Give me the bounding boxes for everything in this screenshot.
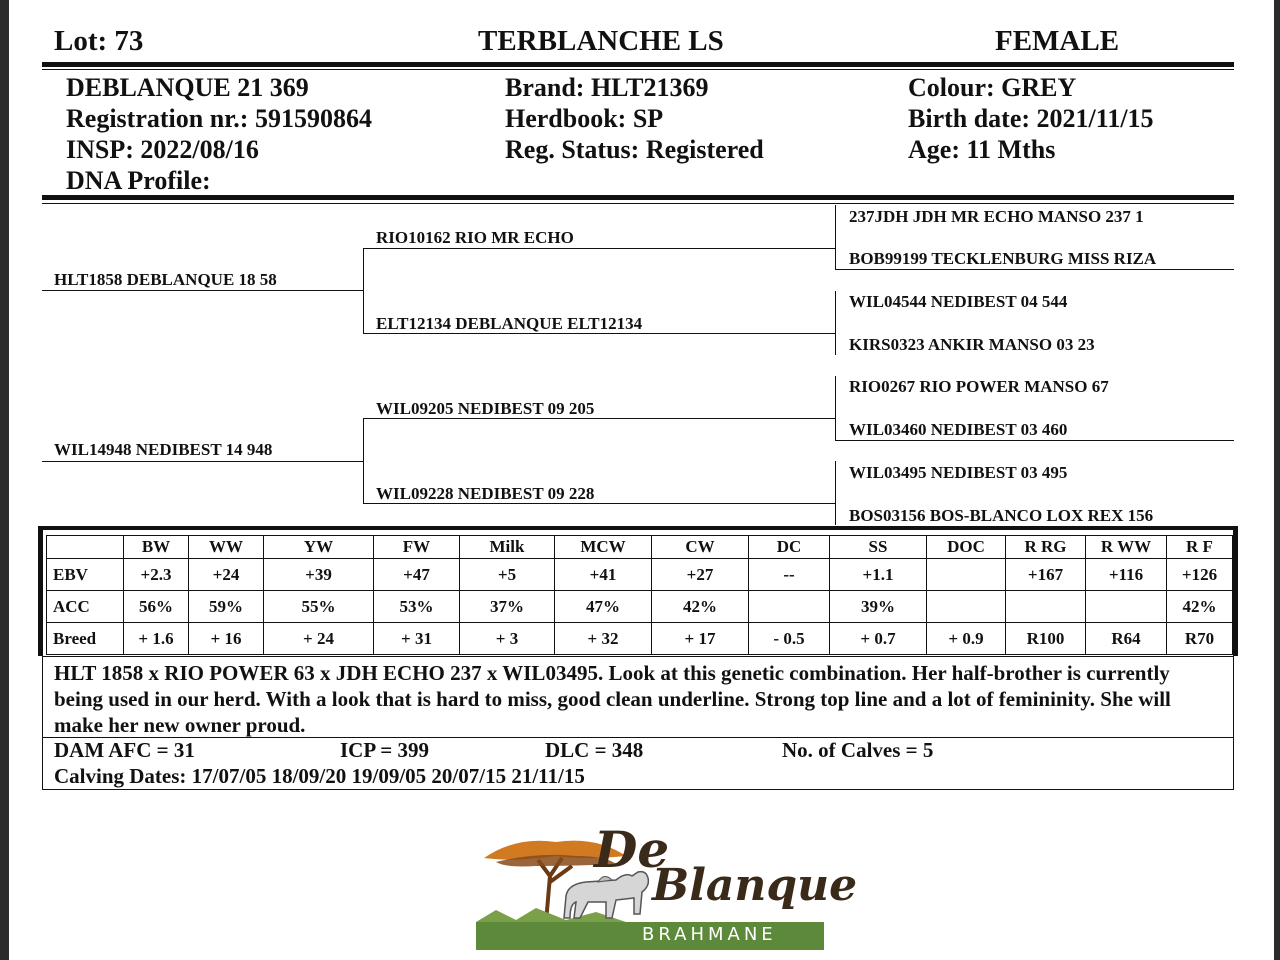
pedigree-sss: 237JDH JDH MR ECHO MANSO 237 1 <box>849 207 1144 226</box>
pedigree-line <box>42 290 363 291</box>
logo-grass <box>476 908 626 922</box>
acc-cell <box>749 591 830 623</box>
lot-number: Lot: 73 <box>54 25 144 57</box>
ebv-cell: +39 <box>264 559 374 591</box>
ebv-header-cell: R F <box>1167 536 1233 559</box>
pedigree-sire: HLT1858 DEBLANQUE 18 58 <box>54 270 277 289</box>
ebv-header-cell: SS <box>830 536 927 559</box>
icp: ICP = 399 <box>340 738 429 762</box>
page-edge-right <box>1274 0 1280 960</box>
calving-dates: Calving Dates: 17/07/05 18/09/20 19/09/05 20/07/15 21/11/15 <box>54 764 585 788</box>
acc-cell: 56% <box>124 591 189 623</box>
breed-cell: + 1.6 <box>124 623 189 655</box>
acc-cell: 53% <box>374 591 460 623</box>
ebv-cell: +5 <box>460 559 555 591</box>
breed-cell: + 24 <box>264 623 374 655</box>
header-rule <box>42 62 1234 67</box>
acc-cell <box>927 591 1006 623</box>
acc-cell: 59% <box>189 591 264 623</box>
ebv-cell: +2.3 <box>124 559 189 591</box>
pedigree-line <box>363 418 364 504</box>
breed-cell: R64 <box>1086 623 1167 655</box>
breed-cell: + 17 <box>652 623 749 655</box>
ebv-header-cell: MCW <box>555 536 652 559</box>
ebv-header-cell <box>47 536 124 559</box>
pedigree-line <box>363 248 364 334</box>
pedigree-line <box>363 503 835 504</box>
pedigree-sdd: KIRS0323 ANKIR MANSO 03 23 <box>849 335 1095 354</box>
dlc: DLC = 348 <box>545 738 644 762</box>
info-rule-thin <box>42 203 1234 204</box>
ebv-header-cell: DC <box>749 536 830 559</box>
ebv-cell: +47 <box>374 559 460 591</box>
dna-profile: DNA Profile: <box>66 166 211 195</box>
ebv-cell <box>927 559 1006 591</box>
logo-name-line1: De <box>594 820 670 879</box>
ebv-cell: +41 <box>555 559 652 591</box>
ebv-table <box>46 535 1233 655</box>
pedigree-ddd: BOS03156 BOS-BLANCO LOX REX 156 <box>849 506 1154 525</box>
animal-info-col3 <box>908 72 1154 165</box>
ebv-cell: +27 <box>652 559 749 591</box>
animal-info-col1 <box>66 72 372 196</box>
pedigree-line <box>42 461 363 462</box>
pedigree-sire-sire: RIO10162 RIO MR ECHO <box>376 228 574 247</box>
ebv-header-cell: FW <box>374 536 460 559</box>
ebv-header-cell: R RG <box>1006 536 1086 559</box>
pedigree-line <box>835 440 1234 441</box>
pedigree-dss: RIO0267 RIO POWER MANSO 67 <box>849 377 1109 396</box>
deblanque-logo <box>476 820 858 950</box>
breed-cell: + 16 <box>189 623 264 655</box>
breed-cell: - 0.5 <box>749 623 830 655</box>
breed-cell: + 31 <box>374 623 460 655</box>
pedigree-sds: WIL04544 NEDIBEST 04 544 <box>849 292 1068 311</box>
animal-sex: FEMALE <box>995 25 1120 57</box>
no-of-calves: No. of Calves = 5 <box>782 738 934 762</box>
ebv-header-cell: Milk <box>460 536 555 559</box>
ebv-header-cell: CW <box>652 536 749 559</box>
animal-info-col2 <box>505 72 764 165</box>
ebv-header-row <box>47 536 1233 559</box>
age: Age: 11 Mths <box>908 135 1056 164</box>
acc-cell: 55% <box>264 591 374 623</box>
breed-cell: + 32 <box>555 623 652 655</box>
pedigree-sire-dam: ELT12134 DEBLANQUE ELT12134 <box>376 314 643 333</box>
ebv-cell: +167 <box>1006 559 1086 591</box>
reg-status: Reg. Status: Registered <box>505 135 764 164</box>
breed-row-label: Breed <box>47 623 124 655</box>
pedigree-line <box>835 376 836 440</box>
breed-cell: + 0.9 <box>927 623 1006 655</box>
acc-cell: 42% <box>652 591 749 623</box>
birth-date: Birth date: 2021/11/15 <box>908 104 1154 133</box>
comment-text: HLT 1858 x RIO POWER 63 x JDH ECHO 237 x WIL03495. Look at this genetic combination. Her half-brother is currently being used in our herd. With a look that is hard to miss, good clean underline. Strong top line and a lot of femininity. She will make her new owner proud. <box>54 661 1171 737</box>
animal-name: DEBLANQUE 21 369 <box>66 73 309 102</box>
pedigree-ssd: BOB99199 TECKLENBURG MISS RIZA <box>849 249 1157 268</box>
insp-date: INSP: 2022/08/16 <box>66 135 259 164</box>
pedigree-dds: WIL03495 NEDIBEST 03 495 <box>849 463 1068 482</box>
brand: Brand: HLT21369 <box>505 73 709 102</box>
logo-name-line2: Blanque <box>652 860 858 911</box>
ebv-cell: +24 <box>189 559 264 591</box>
acc-row-label: ACC <box>47 591 124 623</box>
pedigree-line <box>363 418 835 419</box>
pedigree-dam: WIL14948 NEDIBEST 14 948 <box>54 440 273 459</box>
pedigree-line <box>835 205 836 269</box>
colour: Colour: GREY <box>908 73 1077 102</box>
logo-tagline: BRAHMANE <box>642 924 777 945</box>
pedigree-dam-sire: WIL09205 NEDIBEST 09 205 <box>376 399 595 418</box>
pedigree-line <box>835 291 836 355</box>
dam-afc: DAM AFC = 31 <box>54 738 195 762</box>
info-rule <box>42 195 1234 200</box>
ebv-cell: +126 <box>1167 559 1233 591</box>
pedigree-dsd: WIL03460 NEDIBEST 03 460 <box>849 420 1068 439</box>
ebv-row-label: EBV <box>47 559 124 591</box>
acc-row <box>47 591 1233 623</box>
pedigree-line <box>835 269 1234 270</box>
owner-name: TERBLANCHE LS <box>478 25 724 57</box>
page-edge-left <box>0 0 9 960</box>
ebv-cell: -- <box>749 559 830 591</box>
ebv-header-cell: YW <box>264 536 374 559</box>
acc-cell: 42% <box>1167 591 1233 623</box>
ebv-row <box>47 559 1233 591</box>
acc-cell <box>1086 591 1167 623</box>
herdbook: Herdbook: SP <box>505 104 664 133</box>
ebv-header-cell: WW <box>189 536 264 559</box>
ebv-cell: +116 <box>1086 559 1167 591</box>
breed-cell: + 0.7 <box>830 623 927 655</box>
ebv-header-cell: R WW <box>1086 536 1167 559</box>
breed-cell: R70 <box>1167 623 1233 655</box>
breed-cell: + 3 <box>460 623 555 655</box>
acc-cell: 47% <box>555 591 652 623</box>
ebv-header-cell: DOC <box>927 536 1006 559</box>
header-rule-thin <box>42 69 1234 70</box>
acc-cell <box>1006 591 1086 623</box>
ebv-cell: +1.1 <box>830 559 927 591</box>
pedigree-line <box>363 248 835 249</box>
breed-row <box>47 623 1233 655</box>
pedigree-line <box>363 333 835 334</box>
acc-cell: 39% <box>830 591 927 623</box>
ebv-header-cell: BW <box>124 536 189 559</box>
pedigree-line <box>835 461 836 525</box>
pedigree-dam-dam: WIL09228 NEDIBEST 09 228 <box>376 484 595 503</box>
registration-number: Registration nr.: 591590864 <box>66 104 372 133</box>
breed-cell: R100 <box>1006 623 1086 655</box>
acc-cell: 37% <box>460 591 555 623</box>
